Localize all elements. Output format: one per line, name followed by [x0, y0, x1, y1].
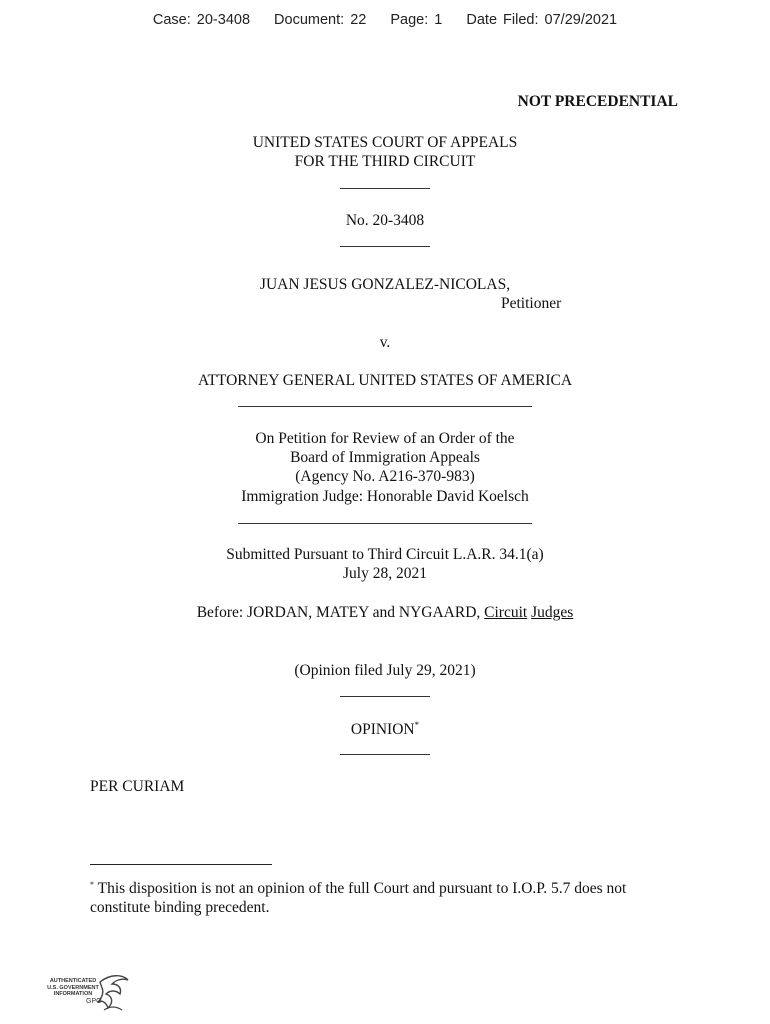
versus: v.	[379, 334, 391, 351]
respondent-name: ATTORNEY GENERAL UNITED STATES OF AMERICA	[197, 372, 573, 389]
panel-judges-title: Judges	[531, 604, 574, 621]
footnote	[90, 875, 690, 917]
divider	[340, 754, 430, 755]
eagle-icon	[92, 972, 132, 1018]
divider	[238, 406, 532, 407]
opinion-title-text: OPINION	[350, 721, 415, 739]
panel-line	[0, 604, 770, 622]
header-document: Document: 22	[274, 12, 367, 28]
court-line-1: UNITED STATES COURT OF APPEALS	[252, 134, 518, 151]
gpo-seal-abbr: GPO	[86, 998, 102, 1005]
gpo-seal-text: AUTHENTICATED U.S. GOVERNMENT INFORMATION	[47, 978, 99, 997]
review-line-3: (Agency No. A216-370-983)	[295, 468, 475, 485]
header-case: Case: 20-3408	[152, 12, 251, 28]
submission-date: July 28, 2021	[343, 565, 427, 582]
opinion-title	[0, 720, 770, 739]
petitioner-name: JUAN JESUS GONZALEZ-NICOLAS,	[259, 276, 511, 293]
docket-number: No. 20-3408	[345, 212, 425, 229]
footnote-mark: *	[90, 880, 94, 889]
not-precedential-label: NOT PRECEDENTIAL	[517, 93, 678, 110]
opinion-filed-date: (Opinion filed July 29, 2021)	[294, 662, 476, 679]
ecf-header	[0, 12, 770, 28]
court-line-2: FOR THE THIRD CIRCUIT	[294, 153, 476, 170]
petitioner-role: Petitioner	[501, 295, 562, 312]
gpo-authentication-seal	[42, 972, 132, 1018]
footnote-text: This disposition is not an opinion of the full Court and pursuant to I.O.P. 5.7 does not constitute binding precedent.	[90, 880, 627, 917]
per-curiam: PER CURIAM	[90, 778, 185, 795]
review-line-4: Immigration Judge: Honorable David Koelsch	[241, 488, 529, 505]
header-page: Page: 1	[390, 12, 443, 28]
divider	[340, 246, 430, 247]
panel-circuit: Circuit	[484, 604, 528, 621]
divider	[238, 523, 532, 524]
header-date-filed: Date Filed: 07/29/2021	[466, 12, 618, 28]
footnote-reference: *	[414, 720, 420, 730]
submission-line: Submitted Pursuant to Third Circuit L.A.R. 34.1(a)	[226, 546, 544, 563]
review-line-1: On Petition for Review of an Order of the	[255, 430, 515, 447]
panel-judges: Before: JORDAN, MATEY and NYGAARD,	[196, 604, 485, 621]
footnote-rule	[90, 864, 272, 865]
divider	[340, 188, 430, 189]
review-line-2: Board of Immigration Appeals	[290, 449, 480, 466]
divider	[340, 696, 430, 697]
